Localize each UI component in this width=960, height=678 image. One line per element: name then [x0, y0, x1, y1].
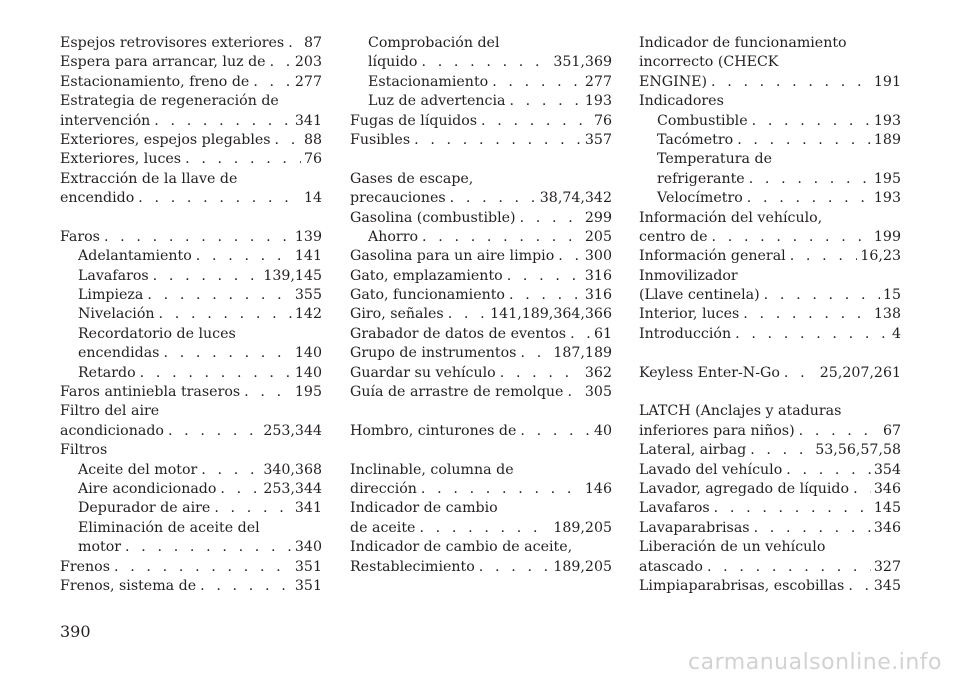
index-entry	[60, 558, 322, 577]
entry-page-ref: 141	[294, 248, 322, 265]
index-subentry	[350, 228, 612, 247]
entry-page-ref: 139	[294, 228, 322, 245]
entry-text: Estacionamiento, freno de	[60, 73, 250, 90]
entry-text: Faros antiniebla traseros	[60, 384, 241, 401]
index-subentry	[60, 364, 322, 383]
index-entry	[639, 422, 901, 441]
index-entry	[639, 34, 901, 53]
dot-leader	[284, 34, 301, 53]
dot-leader	[181, 150, 301, 169]
entry-page-ref: 141,189,364,366	[490, 306, 612, 323]
entry-page-ref: 316	[584, 267, 612, 284]
entry-text: Liberación de un vehículo	[639, 539, 826, 556]
index-subentry	[639, 170, 901, 189]
index-subentry	[639, 150, 901, 169]
entry-page-ref: 300	[584, 248, 612, 265]
entry-page-ref: 327	[873, 558, 901, 575]
index-entry	[350, 247, 612, 266]
dot-leader	[731, 325, 889, 344]
entry-text: Depurador de aire	[78, 500, 211, 517]
dot-leader	[844, 577, 871, 596]
entry-page-ref: 199	[873, 228, 901, 245]
entry-page-ref: 189	[873, 131, 901, 148]
dot-leader	[750, 519, 871, 538]
index-entry	[60, 131, 322, 150]
entry-page-ref: 351	[294, 558, 322, 575]
index-entry	[639, 441, 901, 460]
index-subentry	[350, 73, 612, 92]
entry-page-ref: 67	[882, 422, 901, 439]
entry-text: Interior, luces	[639, 306, 740, 323]
index-entry	[639, 402, 901, 421]
index-entry	[350, 286, 612, 305]
entry-page-ref: 305	[584, 384, 612, 401]
entry-page-ref: 341	[294, 112, 322, 129]
dot-leader	[563, 383, 581, 402]
entry-text: Frenos	[60, 558, 110, 575]
index-entry	[639, 53, 901, 72]
index-entry	[639, 364, 901, 383]
entry-page-ref: 351,369	[553, 54, 612, 71]
entry-page-ref: 76	[593, 112, 612, 129]
index-subentry	[60, 325, 322, 344]
dot-leader	[505, 286, 582, 305]
blank-spacer	[350, 441, 612, 460]
entry-text: líquido	[368, 54, 418, 71]
index-entry	[639, 286, 901, 305]
index-subentry	[60, 286, 322, 305]
index-subentry	[639, 112, 901, 131]
entry-text: encendido	[60, 190, 135, 207]
page-number: 390	[60, 622, 91, 641]
dot-leader	[707, 73, 871, 92]
dot-leader	[216, 480, 260, 499]
entry-page-ref: 142	[294, 306, 322, 323]
entry-text: Giro, señales	[350, 306, 444, 323]
index-subentry	[60, 480, 322, 499]
index-entry	[639, 305, 901, 324]
entry-page-ref: 340,368	[263, 461, 322, 478]
entry-page-ref: 189,205	[553, 558, 612, 575]
entry-text: refrigerante	[657, 170, 745, 187]
entry-text: Restablecimiento	[350, 558, 475, 575]
entry-text: Recordatorio de luces	[78, 325, 236, 342]
entry-text: Información del vehículo,	[639, 209, 823, 226]
index-entry	[639, 558, 901, 577]
entry-text: encendidas	[78, 345, 160, 362]
index-entry	[60, 112, 322, 131]
entry-text: Adelantamiento	[78, 248, 192, 265]
index-entry	[60, 402, 322, 421]
entry-text: Fugas de líquidos	[350, 112, 478, 129]
index-entry	[639, 209, 901, 228]
dot-leader	[110, 558, 292, 577]
dot-leader	[197, 461, 260, 480]
entry-text: Guía de arrastre de remolque	[350, 384, 564, 401]
blank-spacer	[639, 344, 901, 363]
index-subentry	[350, 53, 612, 72]
index-entry	[350, 480, 612, 499]
entry-text: Keyless Enter-N-Go	[639, 364, 780, 381]
entry-page-ref: 205	[584, 228, 612, 245]
entry-text: Aceite del motor	[78, 461, 198, 478]
dot-leader	[760, 286, 880, 305]
dot-leader	[516, 422, 591, 441]
entry-page-ref: 61	[593, 325, 612, 342]
watermark-logo: carmanualsonline.info	[688, 650, 942, 675]
entry-text: inferiores para niños)	[639, 422, 795, 439]
index-entry	[60, 34, 322, 53]
dot-leader	[417, 53, 550, 72]
entry-page-ref: 203	[294, 54, 322, 71]
entry-text: Lavador, agregado de líquido	[639, 480, 850, 497]
entry-text: Exteriores, espejos plegables	[60, 131, 271, 148]
entry-text: Guardar su vehículo	[350, 364, 496, 381]
entry-text: Eliminación de aceite del	[78, 519, 260, 536]
entry-text: Lavado del vehículo	[639, 461, 783, 478]
entry-page-ref: 346	[873, 519, 901, 536]
entry-text: Filtros	[60, 442, 108, 459]
entry-text: Inmovilizador	[639, 267, 738, 284]
entry-page-ref: 316	[584, 287, 612, 304]
dot-leader	[703, 558, 871, 577]
entry-page-ref: 355	[294, 287, 322, 304]
entry-page-ref: 299	[584, 209, 612, 226]
index-entry	[60, 53, 322, 72]
index-subentry	[60, 344, 322, 363]
entry-page-ref: 138	[873, 306, 901, 323]
entry-text: Indicador de funcionamiento	[639, 35, 847, 51]
entry-text: Lavafaros	[639, 500, 710, 517]
index-subentry	[60, 499, 322, 518]
entry-page-ref: 16,23	[860, 248, 901, 265]
index-entry	[639, 73, 901, 92]
entry-text: incorrecto (CHECK	[639, 54, 779, 71]
dot-leader	[786, 247, 858, 266]
entry-page-ref: 354	[873, 461, 901, 478]
entry-page-ref: 346	[873, 480, 901, 497]
index-entry	[60, 189, 322, 208]
dot-leader	[516, 344, 550, 363]
index-entry	[350, 112, 612, 131]
index-subentry	[60, 461, 322, 480]
dot-leader	[516, 209, 582, 228]
entry-page-ref: 139,145	[263, 267, 322, 284]
dot-leader	[446, 189, 537, 208]
entry-page-ref: 195	[873, 170, 901, 187]
dot-leader	[708, 228, 871, 247]
index-entry	[350, 189, 612, 208]
dot-leader	[418, 228, 582, 247]
entry-page-ref: 357	[584, 131, 612, 148]
entry-page-ref: 340	[294, 539, 322, 556]
entry-page-ref: 25,207,261	[819, 364, 901, 381]
entry-page-ref: 277	[584, 73, 612, 90]
entry-text: Velocímetro	[657, 190, 743, 207]
entry-text: Lavaparabrisas	[639, 519, 750, 536]
dot-leader	[477, 112, 591, 131]
entry-page-ref: 341	[294, 500, 322, 517]
index-entry	[639, 480, 901, 499]
dot-leader	[192, 247, 292, 266]
dot-leader	[748, 112, 871, 131]
index-entry	[60, 441, 322, 460]
entry-page-ref: 140	[294, 364, 322, 381]
dot-leader	[149, 267, 261, 286]
index-entry	[350, 131, 612, 150]
index-subentry	[60, 305, 322, 324]
entry-page-ref: 14	[303, 190, 322, 207]
dot-leader	[743, 189, 871, 208]
dot-leader	[159, 344, 291, 363]
index-entry	[639, 92, 901, 111]
entry-page-ref: 146	[584, 480, 612, 497]
index-entry	[60, 577, 322, 596]
entry-text: Inclinable, columna de	[350, 461, 514, 478]
index-entry	[60, 73, 322, 92]
entry-page-ref: 253,344	[263, 480, 322, 497]
entry-page-ref: 191	[873, 73, 901, 90]
entry-page-ref: 193	[873, 190, 901, 207]
entry-text: Estrategia de regeneración de	[60, 93, 279, 110]
dot-leader	[739, 305, 871, 324]
entry-text: Ahorro	[368, 228, 419, 245]
entry-text: Temperatura de	[657, 151, 772, 168]
entry-text: Aire acondicionado	[78, 480, 217, 497]
dot-leader	[121, 538, 292, 557]
index-subentry	[60, 519, 322, 538]
entry-text: Gasolina para un aire limpio	[350, 248, 555, 265]
entry-page-ref: 187,189	[553, 345, 612, 362]
index-entry	[350, 364, 612, 383]
entry-page-ref: 87	[303, 35, 322, 51]
index-entry	[639, 538, 901, 557]
entry-page-ref: 193	[584, 93, 612, 110]
dot-leader	[271, 131, 301, 150]
dot-leader	[746, 441, 812, 460]
dot-leader	[496, 364, 582, 383]
index-entry	[60, 383, 322, 402]
entry-page-ref: 362	[584, 364, 612, 381]
dot-leader	[745, 170, 871, 189]
dot-leader	[488, 73, 582, 92]
entry-page-ref: 40	[593, 422, 612, 439]
entry-text: Luz de advertencia	[368, 93, 506, 110]
index-entry	[639, 499, 901, 518]
entry-text: Grupo de instrumentos	[350, 345, 517, 362]
dot-leader	[410, 131, 582, 150]
dot-leader	[782, 461, 871, 480]
index-entry	[60, 422, 322, 441]
dot-leader	[780, 364, 817, 383]
dot-leader	[240, 383, 292, 402]
dot-leader	[249, 73, 292, 92]
entry-text: Grabador de datos de eventos	[350, 325, 567, 342]
index-entry	[639, 519, 901, 538]
index-entry	[350, 422, 612, 441]
dot-leader	[554, 247, 582, 266]
index-subentry	[639, 131, 901, 150]
index-subentry	[60, 267, 322, 286]
dot-leader	[710, 499, 871, 518]
dot-leader	[196, 577, 292, 596]
dot-leader	[266, 53, 292, 72]
index-entry	[350, 344, 612, 363]
dot-leader	[100, 228, 292, 247]
dot-leader	[136, 364, 292, 383]
entry-text: Espera para arrancar, luz de	[60, 54, 266, 71]
entry-text: Indicador de cambio	[350, 500, 498, 517]
index-subentry	[60, 247, 322, 266]
entry-text: atascado	[639, 558, 703, 575]
dot-leader	[795, 422, 880, 441]
entry-text: Combustible	[657, 112, 748, 129]
index-subentry	[350, 92, 612, 111]
dot-leader	[733, 131, 871, 150]
entry-text: Introducción	[639, 325, 732, 342]
index-column-3	[639, 34, 901, 596]
index-entry	[350, 383, 612, 402]
dot-leader	[849, 480, 871, 499]
index-entry	[350, 519, 612, 538]
entry-page-ref: 76	[303, 151, 322, 168]
dot-leader	[143, 286, 292, 305]
entry-text: Gato, funcionamiento	[350, 287, 505, 304]
index-entry	[350, 267, 612, 286]
entry-page-ref: 189,205	[553, 519, 612, 536]
entry-text: Frenos, sistema de	[60, 577, 197, 594]
entry-page-ref: 4	[891, 325, 901, 342]
entry-text: Lavafaros	[78, 267, 149, 284]
index-subentry	[639, 189, 901, 208]
entry-text: Retardo	[78, 364, 136, 381]
dot-leader	[503, 267, 582, 286]
entry-text: motor	[78, 539, 122, 556]
dot-leader	[210, 499, 292, 518]
index-entry	[350, 305, 612, 324]
entry-text: Fusibles	[350, 131, 411, 148]
entry-text: Gases de escape,	[350, 170, 474, 187]
entry-page-ref: 345	[873, 577, 901, 594]
entry-text: Espejos retrovisores exteriores	[60, 35, 285, 51]
index-subentry	[350, 34, 612, 53]
entry-text: Limpieza	[78, 287, 144, 304]
index-entry	[60, 228, 322, 247]
entry-page-ref: 351	[294, 577, 322, 594]
entry-text: centro de	[639, 228, 708, 245]
dot-leader	[417, 480, 582, 499]
entry-text: Tacómetro	[657, 131, 734, 148]
index-entry	[350, 461, 612, 480]
entry-text: de aceite	[350, 519, 416, 536]
index-entry	[60, 170, 322, 189]
entry-text: Hombro, cinturones de	[350, 422, 517, 439]
entry-text: LATCH (Anclajes y ataduras	[639, 403, 842, 420]
dot-leader	[475, 558, 551, 577]
index-entry	[350, 170, 612, 189]
index-entry	[639, 228, 901, 247]
entry-page-ref: 253,344	[263, 422, 322, 439]
index-entry	[639, 325, 901, 344]
dot-leader	[566, 325, 591, 344]
index-entry	[350, 209, 612, 228]
index-column-1	[60, 34, 322, 596]
entry-page-ref: 38,74,342	[539, 190, 612, 207]
dot-leader	[155, 305, 292, 324]
dot-leader	[444, 305, 487, 324]
entry-page-ref: 53,56,57,58	[815, 442, 901, 459]
entry-text: Limpiaparabrisas, escobillas	[639, 577, 845, 594]
entry-page-ref: 195	[294, 384, 322, 401]
index-entry	[639, 461, 901, 480]
index-entry	[639, 267, 901, 286]
entry-text: dirección	[350, 480, 417, 497]
entry-text: Comprobación del	[368, 35, 500, 51]
entry-text: Gato, emplazamiento	[350, 267, 503, 284]
index-entry	[60, 92, 322, 111]
entry-text: Indicadores	[639, 93, 724, 110]
entry-text: Extracción de la llave de	[60, 170, 238, 187]
entry-text: precauciones	[350, 190, 446, 207]
index-column-2	[350, 34, 612, 577]
entry-text: acondicionado	[60, 422, 164, 439]
entry-text: Filtro del aire	[60, 403, 160, 420]
blank-spacer	[60, 209, 322, 228]
entry-page-ref: 145	[873, 500, 901, 517]
entry-text: intervención	[60, 112, 151, 129]
blank-spacer	[350, 150, 612, 169]
dot-leader	[415, 519, 550, 538]
dot-leader	[164, 422, 260, 441]
index-entry	[350, 558, 612, 577]
blank-spacer	[350, 402, 612, 421]
index-entry	[639, 577, 901, 596]
entry-text: Nivelación	[78, 306, 155, 323]
entry-text: Estacionamiento	[368, 73, 489, 90]
entry-text: Gasolina (combustible)	[350, 209, 516, 226]
entry-text: Información general	[639, 248, 786, 265]
dot-leader	[505, 92, 581, 111]
entry-page-ref: 277	[294, 73, 322, 90]
index-entry	[60, 150, 322, 169]
entry-page-ref: 15	[882, 287, 901, 304]
entry-text: Indicador de cambio de aceite,	[350, 539, 573, 556]
entry-page-ref: 140	[294, 345, 322, 362]
index-subentry	[60, 538, 322, 557]
entry-text: Faros	[60, 228, 100, 245]
index-entry	[350, 538, 612, 557]
entry-text: Exteriores, luces	[60, 151, 182, 168]
entry-text: ENGINE)	[639, 73, 708, 90]
index-entry	[350, 499, 612, 518]
dot-leader	[134, 189, 301, 208]
entry-text: Lateral, airbag	[639, 442, 747, 459]
entry-page-ref: 193	[873, 112, 901, 129]
blank-spacer	[639, 383, 901, 402]
entry-page-ref: 88	[303, 131, 322, 148]
dot-leader	[150, 112, 292, 131]
entry-text: (Llave centinela)	[639, 287, 760, 304]
index-entry	[350, 325, 612, 344]
index-entry	[639, 247, 901, 266]
